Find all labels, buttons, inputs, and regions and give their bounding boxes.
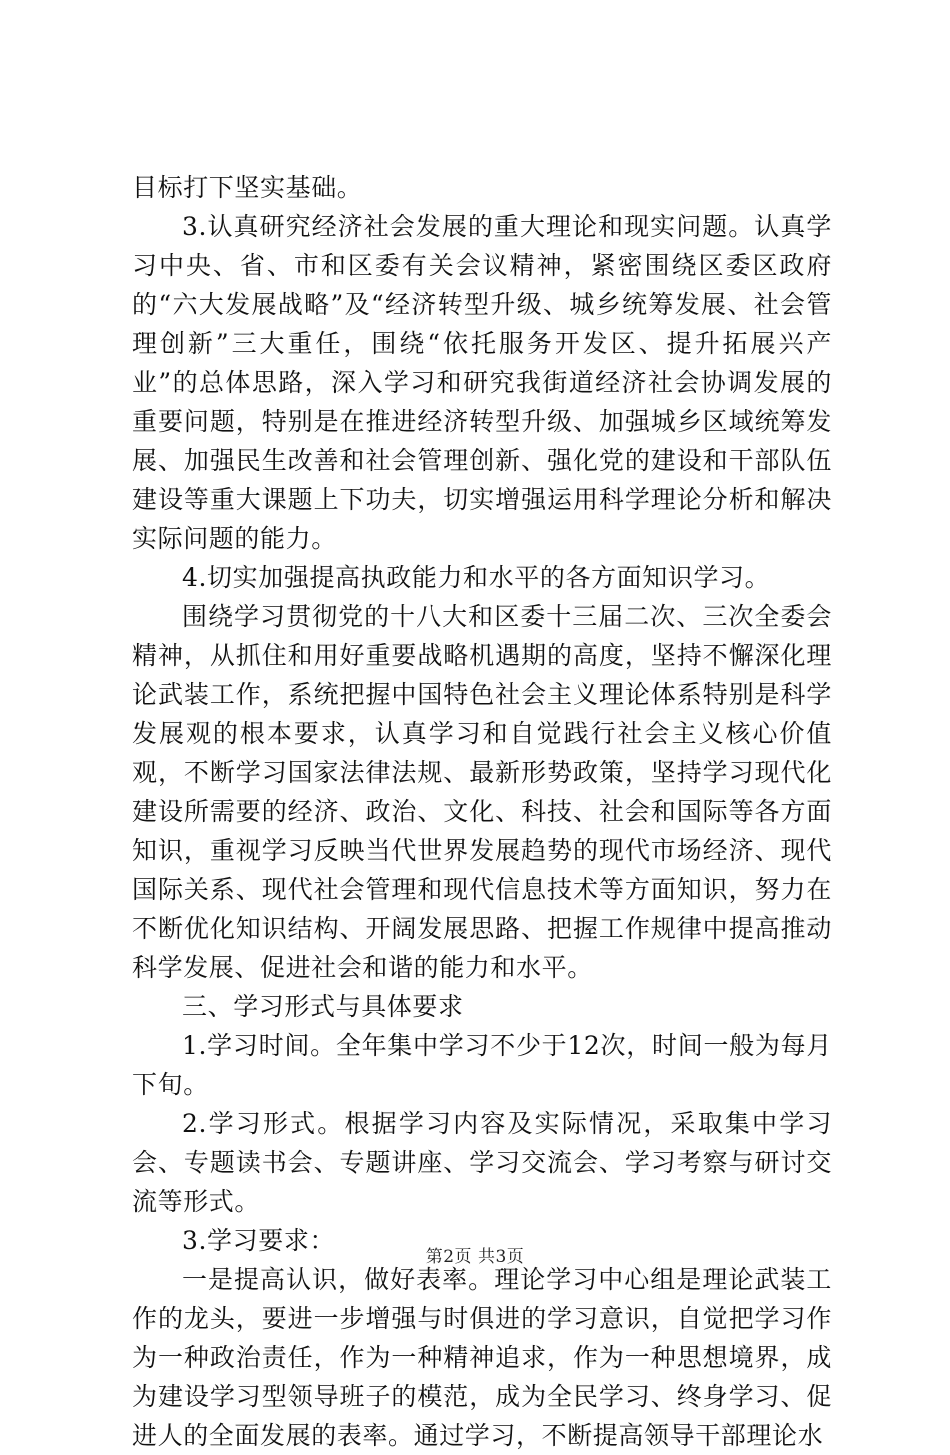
paragraph-4: 围绕学习贯彻党的十八大和区委十三届二次、三次全委会精神，从抓住和用好重要战略机遇期的高度，坚持不懈深化理论武装工作，系统把握中国特色社会主义理论体系特别是科学发展观的根本要求，认真学习和自觉践行社会主义核心价值观，不断学习国家法律法规、最新形势政策，坚持学习现代化建设所需要的经济、政治、文化、科技、社会和国际等各方面知识，重视学习反映当代世界发展趋势的现代市场经济、现代国际关系、现代社会管理和现代信息技术等方面知识，努力在不断优化知识结构、开阔发展思路、把握工作规律中提高推动科学发展、促进社会和谐的能力和水平。 [132, 602, 832, 982]
section-heading: 三、学习形式与具体要求 [182, 992, 464, 1021]
paragraph-1: 目标打下坚实基础。 [132, 173, 363, 202]
paragraph-8: 3.学习要求： [182, 1226, 336, 1255]
paragraph-7: 2.学习形式。根据学习内容及实际情况，采取集中学习会、专题读书会、专题讲座、学习交流会、学习考察与研讨交流等形式。 [132, 1109, 832, 1216]
paragraph-2: 3.认真研究经济社会发展的重大理论和现实问题。认真学习中央、省、市和区委有关会议精神，紧密围绕区委区政府的“六大发展战略”及“经济转型升级、城乡统筹发展、社会管理创新”三大重任，围绕“依托服务开发区、提升拓展兴产业”的总体思路，深入学习和研究我街道经济社会协调发展的重要问题，特别是在推进经济转型升级、加强城乡区域统筹发展、加强民生改善和社会管理创新、强化党的建设和干部队伍建设等重大课题上下功夫，切实增强运用科学理论分析和解决实际问题的能力。 [132, 212, 832, 553]
paragraph-9: 一是提高认识，做好表率。理论学习中心组是理论武装工作的龙头，要进一步增强与时俱进的学习意识，自觉把学习作为一种政治责任，作为一种精神追求，作为一种思想境界，成为建设学习型领导班子的模范，成为全民学习、终身学习、促进人的全面发展的表率。通过学习，不断提高领导干部理论水 [132, 1265, 832, 1450]
page-footer: 第2页 共3页 [425, 1247, 525, 1267]
paragraph-3: 4.切实加强提高执政能力和水平的各方面知识学习。 [182, 563, 771, 592]
paragraph-6: 1.学习时间。全年集中学习不少于12次，时间一般为每月下旬。 [132, 1031, 832, 1099]
